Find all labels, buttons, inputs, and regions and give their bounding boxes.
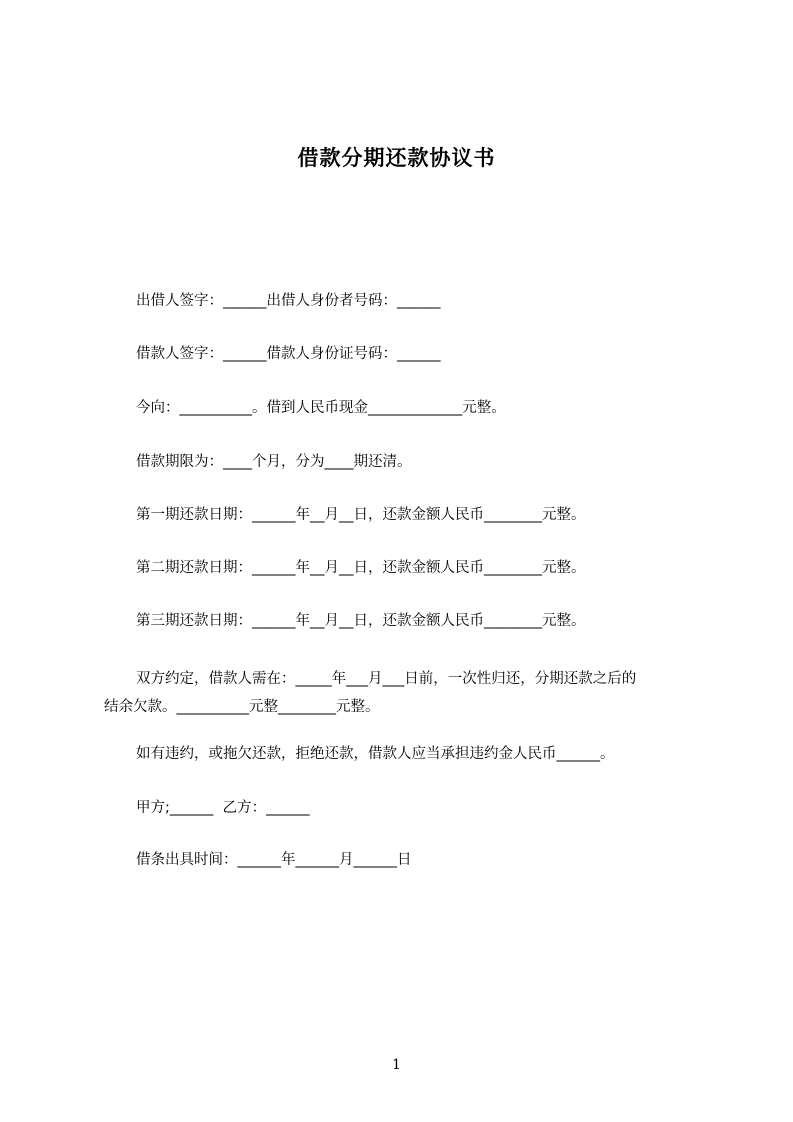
document-title: 借款分期还款协议书	[297, 146, 496, 170]
agreement-line-1: 双方约定，借款人需在：_____年___月___日前，一次性归还，分期还款之后的	[136, 671, 637, 687]
lender-signature-line: 出借人签字：______出借人身份者号码：______	[136, 293, 441, 309]
page-number: 1	[392, 1057, 401, 1073]
loan-amount-line: 今向：__________。借到人民币现金_____________元整。	[136, 400, 506, 416]
loan-term-line: 借款期限为：____个月，分为____期还清。	[136, 454, 412, 470]
installment-3-line: 第三期还款日期：______年__月__日，还款金额人民币________元整。	[136, 613, 586, 629]
issue-date-line: 借条出具时间：______年______月______日	[136, 852, 412, 868]
installment-2-line: 第二期还款日期：______年__月__日，还款金额人民币________元整。	[136, 560, 586, 576]
agreement-paragraph	[104, 665, 704, 721]
installment-1-line: 第一期还款日期：______年__月__日，还款金额人民币________元整。	[136, 507, 586, 523]
borrower-signature-line: 借款人签字：______借款人身份证号码：______	[136, 346, 441, 362]
agreement-line-2: 结余欠款。__________元整________元整。	[104, 699, 380, 715]
parties-line: 甲方;______ 乙方：______	[136, 800, 310, 816]
breach-clause-line: 如有违约，或拖欠还款，拒绝还款，借款人应当承担违约金人民币______。	[136, 746, 615, 762]
